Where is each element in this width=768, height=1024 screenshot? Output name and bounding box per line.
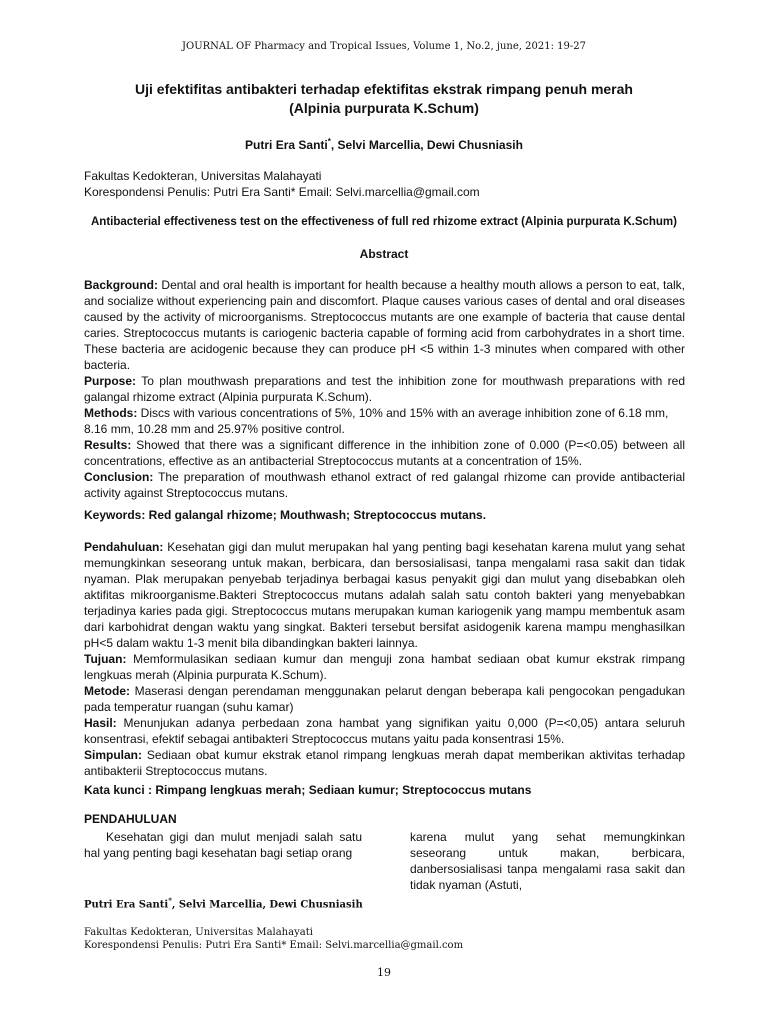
keywords: Keywords: Red galangal rhizome; Mouthwash; Streptococcus mutans. [84,508,487,522]
body-column-left [84,829,362,861]
abstrak-metode [84,683,685,715]
abstract-purpose [84,373,685,405]
footer-institution: Fakultas Kedokteran, Universitas Malahayati [84,927,313,938]
background-label: Background: [84,278,159,292]
simpulan-label: Simpulan: [84,748,143,762]
body-column-right [410,829,685,893]
institution: Fakultas Kedokteran, Universitas Malahayati [84,169,322,183]
abstrak-tujuan [84,651,685,683]
corresponding-marker: * [327,137,331,146]
abstrak-pendahuluan [84,539,685,651]
purpose-text: To plan mouthwash preparations and test the inhibition zone for mouthwash preparations with red galangal rhizome extract (Alpinia purpurata K.Schum). [84,374,685,404]
abstract-conclusion [84,469,685,501]
author-list [0,137,768,152]
results-text: Showed that there was a significant difference in the inhibition zone of 0.000 (P=<0.05) between all concentrations, effective as an antibacterial Streptococcus mutants at a concentration of 15%. [84,438,685,468]
left-paragraph [84,829,362,861]
footer-affiliation [84,926,463,952]
abstract-background [84,277,685,373]
methods-label: Methods: [84,406,138,420]
tujuan-text: Memformulasikan sediaan kumur dan menguji zona hambat sediaan obat kumur ekstrak rimpang lengkuas merah (Alpinia purpurata K.Schum). [84,652,685,682]
footer-other-authors: , Selvi Marcellia, Dewi Chusniasih [171,899,363,911]
first-author: Putri Era Santi [245,138,328,152]
methods-text: Discs with various concentrations of 5%, 10% and 15% with an average inhibition zone of 6.18 mm, [137,406,669,420]
abstract-methods-cont: 8.16 mm, 10.28 mm and 25.97% positive control. [84,422,345,436]
abstrak-body [84,539,685,779]
abstract-body [84,277,685,501]
conclusion-label: Conclusion: [84,470,154,484]
kata-kunci: Kata kunci : Rimpang lengkuas merah; Sediaan kumur; Streptococcus mutans [84,783,532,797]
section-heading-pendahuluan: PENDAHULUAN [84,812,177,826]
metode-text: Maserasi dengan perendaman menggunakan pelarut dengan beberapa kali pengocokan pengadukan pada temperatur ruangan (suhu kamar) [84,684,685,714]
left-paragraph-text: Kesehatan gigi dan mulut menjadi salah satu hal yang penting bagi kesehatan bagi setiap orang [84,830,362,860]
conclusion-text: The preparation of mouthwash ethanol extract of red galangal rhizome can provide antibacterial activity against Streptococcus mutans. [84,470,685,500]
footer-correspondence: Korespondensi Penulis: Putri Era Santi* Email: Selvi.marcellia@gmail.com [84,940,464,951]
abstract-results [84,437,685,469]
hasil-text: Menunjukan adanya perbedaan zona hambat yang signifikan yaitu 0,000 (P=<0,05) antara seluruh konsentrasi, efektif sebagai antibakteri Streptococcus mutans yaitu pada konsentrasi 15%. [84,716,685,746]
journal-header: JOURNAL OF Pharmacy and Tropical Issues, Volume 1, No.2, june, 2021: 19-27 [182,41,586,52]
simpulan-text: Sediaan obat kumur ekstrak etanol rimpang lengkuas merah dapat memberikan aktivitas terhadap antibakterii Streptococcus mutans. [84,748,685,778]
abstract-methods [84,405,685,421]
pendahuluan-label: Pendahuluan: [84,540,164,554]
page-number: 19 [377,966,391,979]
paper-title [90,80,678,118]
metode-label: Metode: [84,684,130,698]
footer-corresponding-marker: * [168,896,172,905]
abstract-heading: Abstract [359,247,409,261]
background-text: Dental and oral health is important for health because a healthy mouth allows a person to eat, talk, and socialize without experiencing pain and discomfort. Plaque causes various cases of dental and oral diseases caused by the activity of microorganisms. Streptococcus mutants are one example of bacteria that cause dental caries. Streptococcus mutants is cariogenic bacteria capable of forming acid from carbohydrates in a short time. These bacteria are acidogenic because they can produce pH <5 within 1-3 minutes when compared with other bacteria. [84,278,685,372]
other-authors: , Selvi Marcellia, Dewi Chusniasih [330,138,523,152]
pendahuluan-text: Kesehatan gigi dan mulut merupakan hal yang penting bagi kesehatan karena mulut yang sehat memungkinkan seseorang untuk makan, berbicara, dan bersosialisasi, tanpa mengalami rasa sakit dan tidak nyaman. Plak merupakan penyebab terjadinya berbagai kasus penyakit gigi dan mulut yang disebabkan oleh aktifitas mikroorganisme.Bakteri Streptococcus mutans adalah salah satu contoh bakteri yang menyebabkan terjadinya karies pada gigi. Streptococcus mutans merupakan kuman kariogenik yang mampu membentuk asam dari karbohidrat dengan waktu yang singkat. Bakteri tersebut bersifat asidogenik karena mampu menghasilkan pH<5 dalam waktu 1-3 menit bila dibandingkan bakteri lainnya. [84,540,685,650]
hasil-label: Hasil: [84,716,117,730]
affiliation-block [84,168,684,200]
abstrak-simpulan [84,747,685,779]
correspondence: Korespondensi Penulis: Putri Era Santi* Email: Selvi.marcellia@gmail.com [84,185,480,199]
footer-first-author: Putri Era Santi [84,899,169,911]
results-label: Results: [84,438,132,452]
purpose-label: Purpose: [84,374,137,388]
right-paragraph: karena mulut yang sehat memungkinkan seseorang untuk makan, berbicara, danbersosialisasi tanpa mengalami rasa sakit dan tidak nyaman (Astuti, [410,830,685,892]
footer-authors [84,896,363,910]
english-title: Antibacterial effectiveness test on the effectiveness of full red rhizome extract (Alpinia purpurata K.Schum) [90,216,677,228]
title-line-2: (Alpinia purpurata K.Schum) [289,100,479,116]
tujuan-label: Tujuan: [84,652,127,666]
abstrak-hasil [84,715,685,747]
title-line-1: Uji efektifitas antibakteri terhadap efektifitas ekstrak rimpang penuh merah [135,81,633,97]
